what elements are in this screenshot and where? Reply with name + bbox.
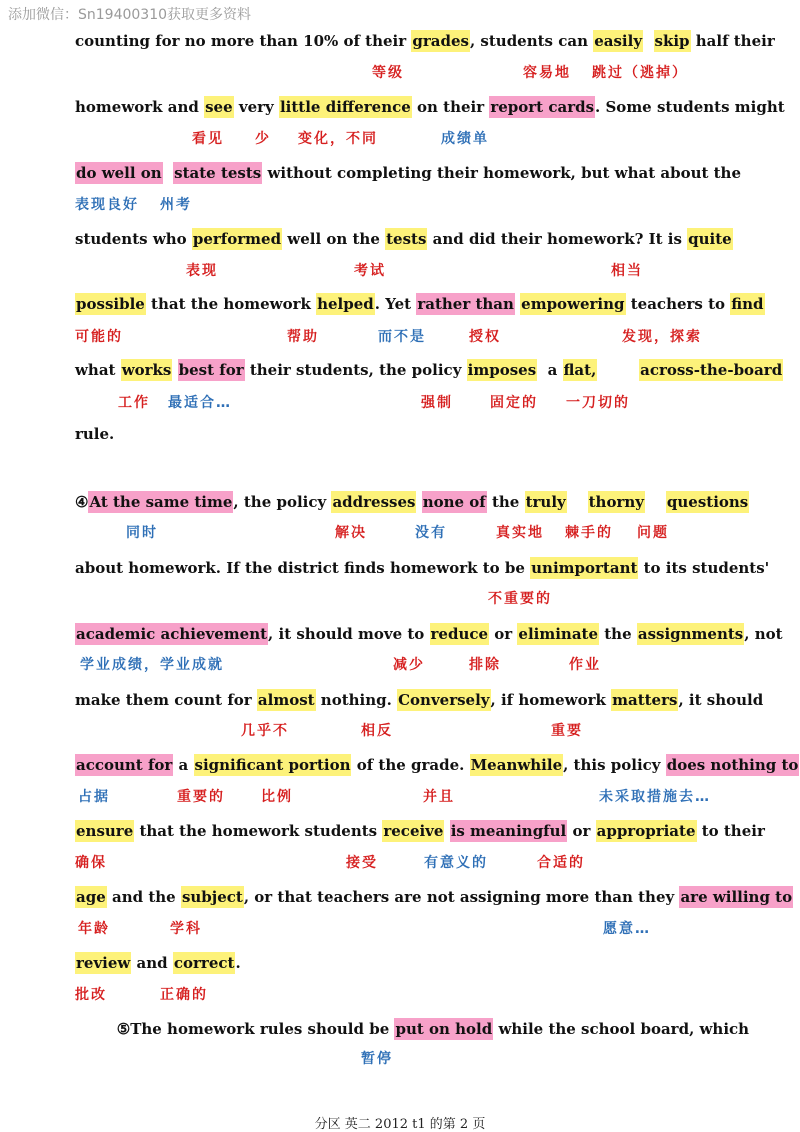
translation-note: 看见: [192, 131, 224, 147]
highlighted-phrase: Conversely: [398, 691, 490, 709]
translation-note: 可能的: [75, 329, 123, 345]
text-segment: rule.: [75, 425, 115, 443]
text-line: [75, 228, 755, 250]
text-segment: or: [489, 625, 518, 643]
text-line: [75, 293, 764, 315]
highlighted-phrase: quite: [688, 230, 732, 248]
highlighted-phrase: performed: [192, 230, 282, 248]
translation-note: 未采取措施去…: [599, 789, 711, 805]
translation-note: 同时: [126, 525, 158, 541]
highlighted-phrase: find: [731, 295, 764, 313]
translation-note: 少: [255, 131, 271, 147]
translation-note: 而不是: [378, 329, 426, 345]
text-segment: [163, 164, 173, 182]
translation-note: 有意义的: [424, 855, 488, 871]
translation-note: 解决: [335, 525, 367, 541]
translation-note: 考试: [354, 263, 386, 279]
text-segment: about homework. If the district finds homework to be: [75, 559, 531, 577]
highlighted-phrase: reduce: [430, 625, 489, 643]
text-segment: what: [75, 361, 121, 379]
highlighted-phrase: best for: [178, 361, 244, 379]
translation-note: 固定的: [490, 395, 538, 411]
translation-note: 棘手的: [565, 525, 613, 541]
translation-note: 作业: [569, 657, 601, 673]
text-segment: their students, the policy: [244, 361, 467, 379]
text-segment: and: [131, 954, 173, 972]
highlighted-phrase: does nothing to: [666, 756, 799, 774]
page-footer: 分区 英二 2012 t1 的第 2 页: [314, 1117, 486, 1132]
text-line: [75, 689, 764, 711]
translation-note: 强制: [421, 395, 453, 411]
translation-note: 变化，不同: [298, 131, 378, 147]
text-segment: , students can: [469, 32, 594, 50]
text-segment: [645, 493, 666, 511]
highlighted-phrase: eliminate: [518, 625, 599, 643]
translation-note: 重要: [551, 723, 583, 739]
highlighted-phrase: see: [205, 98, 233, 116]
highlighted-phrase: truly: [525, 493, 566, 511]
translation-note: 并且: [423, 789, 455, 805]
highlighted-phrase: easily: [594, 32, 643, 50]
highlighted-phrase: correct: [173, 954, 235, 972]
text-segment: nothing.: [315, 691, 398, 709]
translation-note: 排除: [469, 657, 501, 673]
text-segment: while the school board, which: [493, 1020, 750, 1038]
text-segment: counting for no more than 10% of their: [75, 32, 412, 50]
text-segment: make them count for: [75, 691, 257, 709]
text-segment: the: [486, 493, 525, 511]
translation-note: 不重要的: [488, 591, 552, 607]
translation-note: 减少: [393, 657, 425, 673]
highlighted-phrase: almost: [257, 691, 315, 709]
text-line: [75, 491, 755, 513]
highlighted-phrase: possible: [76, 295, 145, 313]
highlighted-phrase: do well on: [76, 164, 162, 182]
text-segment: . Yet: [374, 295, 417, 313]
highlighted-phrase: account for: [76, 756, 173, 774]
highlighted-phrase: state tests: [174, 164, 262, 182]
text-line: [75, 623, 783, 645]
translation-note: 最适合…: [168, 395, 232, 411]
text-segment: , the policy: [233, 493, 332, 511]
translation-note: 没有: [415, 525, 447, 541]
translation-note: 州考: [160, 197, 192, 213]
text-segment: and did their homework? It is: [427, 230, 688, 248]
text-segment: half their: [690, 32, 775, 50]
text-line: [75, 557, 770, 579]
highlighted-phrase: At the same time: [89, 493, 233, 511]
text-line: [75, 754, 799, 776]
highlighted-phrase: helped: [317, 295, 374, 313]
highlighted-phrase: unimportant: [531, 559, 638, 577]
translation-note: 合适的: [537, 855, 585, 871]
highlighted-phrase: put on hold: [395, 1020, 493, 1038]
text-segment: or: [567, 822, 596, 840]
highlighted-phrase: are willing to: [680, 888, 793, 906]
text-segment: on their: [411, 98, 490, 116]
highlighted-phrase: receive: [383, 822, 444, 840]
text-segment: a: [173, 756, 194, 774]
translation-note: 几乎不: [241, 723, 289, 739]
translation-note: 真实地: [496, 525, 544, 541]
text-segment: . Some students might: [595, 98, 785, 116]
watermark-text: 添加微信：Sn19400310获取更多资料: [8, 7, 252, 23]
highlighted-phrase: academic achievement: [76, 625, 268, 643]
text-segment: , it should: [678, 691, 764, 709]
highlighted-phrase: none of: [422, 493, 486, 511]
translation-note: 重要的: [177, 789, 225, 805]
text-segment: , if homework: [490, 691, 612, 709]
highlighted-phrase: assignments: [637, 625, 744, 643]
text-segment: , or that teachers are not assigning more than they: [243, 888, 680, 906]
highlighted-phrase: significant portion: [194, 756, 351, 774]
text-segment: to their: [696, 822, 765, 840]
text-segment: , this policy: [563, 756, 666, 774]
text-segment: [597, 361, 639, 379]
text-segment: .: [235, 954, 241, 972]
highlighted-phrase: grades: [412, 32, 469, 50]
translation-note: 表现: [186, 263, 218, 279]
highlighted-phrase: works: [121, 361, 172, 379]
highlighted-phrase: questions: [666, 493, 749, 511]
text-segment: a: [537, 361, 563, 379]
text-segment: students who: [75, 230, 192, 248]
translation-note: 正确的: [160, 987, 208, 1003]
text-line: [75, 30, 775, 52]
text-line: [75, 820, 765, 842]
translation-note: 帮助: [287, 329, 319, 345]
translation-note: 工作: [118, 395, 150, 411]
translation-note: 等级: [372, 65, 404, 81]
translation-note: 容易地: [523, 65, 571, 81]
text-line: [75, 886, 793, 908]
text-segment: that the homework: [145, 295, 317, 313]
text-segment: that the homework students: [134, 822, 383, 840]
highlighted-phrase: skip: [654, 32, 690, 50]
highlighted-phrase: report cards: [490, 98, 595, 116]
highlighted-phrase: Meanwhile: [470, 756, 563, 774]
highlighted-phrase: ensure: [76, 822, 134, 840]
translation-note: 相反: [361, 723, 393, 739]
translation-note: 愿意…: [603, 921, 651, 937]
highlighted-phrase: little difference: [279, 98, 411, 116]
text-segment: well on the: [282, 230, 386, 248]
translation-note: 问题: [637, 525, 669, 541]
highlighted-phrase: thorny: [588, 493, 644, 511]
text-segment: without completing their homework, but what about the: [262, 164, 742, 182]
highlighted-phrase: age: [76, 888, 106, 906]
highlighted-phrase: appropriate: [596, 822, 696, 840]
translation-note: 授权: [469, 329, 501, 345]
text-segment: ⑤The homework rules should be: [75, 1020, 395, 1038]
translation-note: 批改: [75, 987, 107, 1003]
translation-note: 年龄: [78, 921, 110, 937]
text-line: [75, 1018, 755, 1040]
translation-note: 接受: [346, 855, 378, 871]
text-line: [75, 952, 755, 974]
text-line: [75, 162, 755, 184]
translation-note: 表现良好: [75, 197, 139, 213]
text-line: [75, 96, 785, 118]
highlighted-phrase: addresses: [332, 493, 416, 511]
highlighted-phrase: flat,: [563, 361, 597, 379]
translation-note: 一刀切的: [566, 395, 630, 411]
highlighted-phrase: empowering: [521, 295, 625, 313]
highlighted-phrase: rather than: [417, 295, 514, 313]
text-segment: and the: [106, 888, 181, 906]
text-segment: ④: [75, 493, 89, 511]
translation-note: 暂停: [361, 1051, 393, 1067]
text-segment: teachers to: [625, 295, 731, 313]
highlighted-phrase: across-the-board: [640, 361, 783, 379]
highlighted-phrase: matters: [612, 691, 678, 709]
translation-note: 跳过（逃掉）: [592, 65, 688, 81]
text-segment: , it should move to: [268, 625, 430, 643]
translation-note: 确保: [75, 855, 107, 871]
text-segment: [567, 493, 588, 511]
text-segment: to its students': [638, 559, 770, 577]
highlighted-phrase: subject: [181, 888, 243, 906]
text-line: [75, 359, 783, 381]
highlighted-phrase: is meaningful: [450, 822, 567, 840]
translation-note: 成绩单: [441, 131, 489, 147]
highlighted-phrase: tests: [386, 230, 427, 248]
text-segment: homework and: [75, 98, 205, 116]
translation-note: 学业成绩，学业成就: [80, 657, 224, 673]
text-segment: [643, 32, 653, 50]
highlighted-phrase: imposes: [467, 361, 537, 379]
text-line: [75, 425, 755, 447]
text-segment: very: [233, 98, 279, 116]
translation-note: 相当: [611, 263, 643, 279]
translation-note: 发现，探索: [622, 329, 702, 345]
translation-note: 占据: [78, 789, 110, 805]
highlighted-phrase: review: [76, 954, 131, 972]
text-segment: , not: [744, 625, 783, 643]
translation-note: 学科: [170, 921, 202, 937]
text-segment: the: [599, 625, 637, 643]
translation-note: 比例: [261, 789, 293, 805]
text-segment: of the grade.: [351, 756, 470, 774]
